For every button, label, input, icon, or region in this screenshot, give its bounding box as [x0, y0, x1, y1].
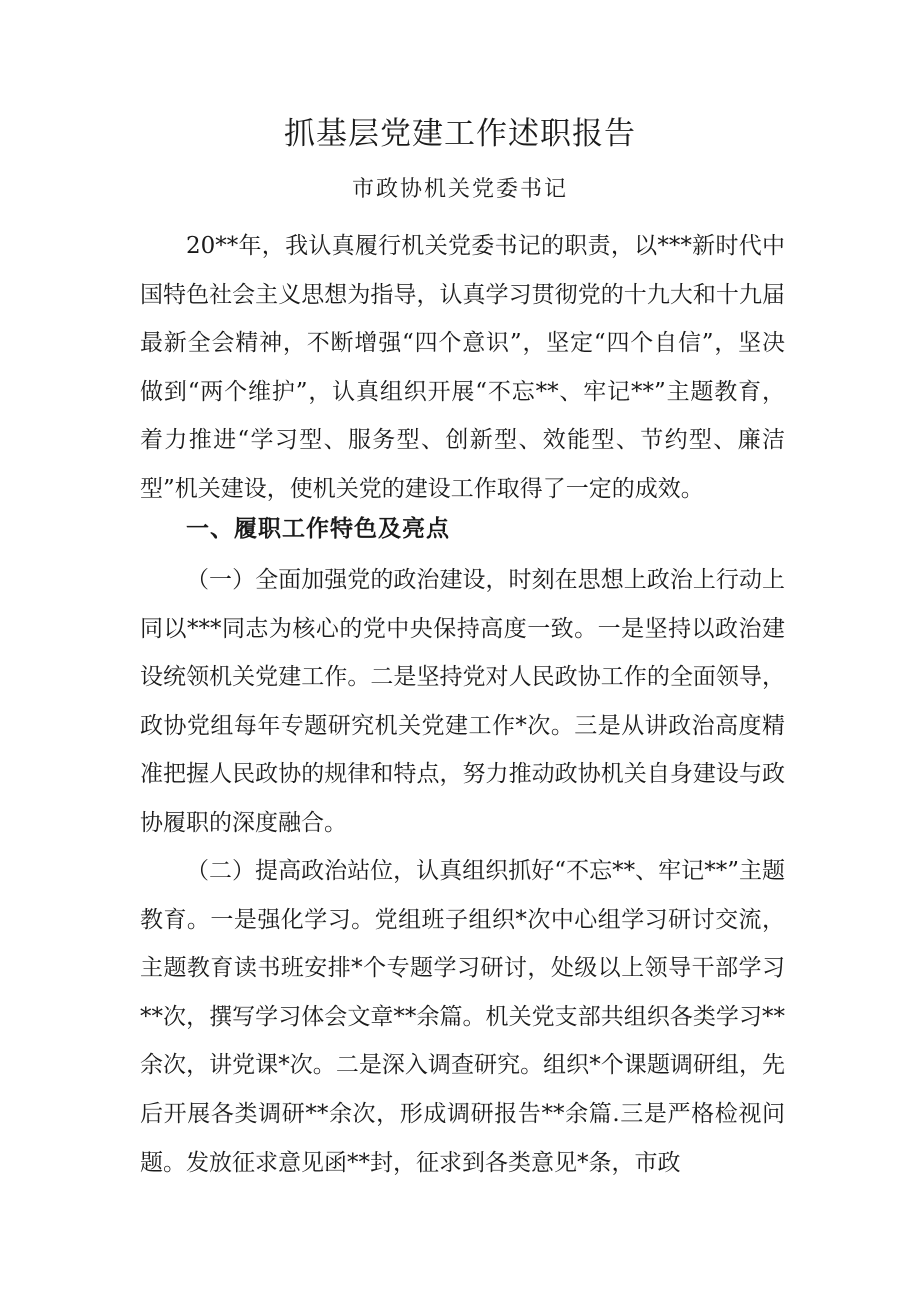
document-title: 抓基层党建工作述职报告 — [284, 116, 636, 152]
section-item-2-paragraph: （二）提高政治站位，认真组织抓好“不忘**、牢记**”主题教育。一是强化学习。党组班子组织*次中心组学习研讨交流，主题教育读书班安排*个专题学习研讨，处级以上领导干部学习**次，撰写学习体会文章**余篇。机关党支部共组织各类学习**余次，讲党课*次。二是深入调查研究。组织*个课题调研组，先后开展各类调研**余次，形成调研报告**余篇.三是严格检视问题。发放征求意见函**封，征求到各类意见*条，市政 — [140, 858, 785, 1176]
intro-paragraph: 20**年，我认真履行机关党委书记的职责，以***新时代中国特色社会主义思想为指导，认真学习贯彻党的十九大和十九届最新全会精神，不断增强“四个意识”，坚定“四个自信”，坚决做到“两个维护”，认真组织开展“不忘**、牢记**”主题教育，着力推进“学习型、服务型、创新型、效能型、节约型、廉洁型”机关建设，使机关党的建设工作取得了一定的成效。 — [140, 233, 785, 502]
document-subtitle: 市政协机关党委书记 — [351, 177, 568, 202]
section-item-1-paragraph: （一）全面加强党的政治建设，时刻在思想上政治上行动上同以***同志为核心的党中央保持高度一致。一是坚持以政治建设统领机关党建工作。二是坚持党对人民政协工作的全面领导，政协党组每年专题研究机关党建工作*次。三是从讲政治高度精准把握人民政协的规律和特点，努力推动政协机关自身建设与政协履职的深度融合。 — [140, 567, 785, 836]
section-heading: 一、履职工作特色及亮点 — [186, 516, 450, 542]
